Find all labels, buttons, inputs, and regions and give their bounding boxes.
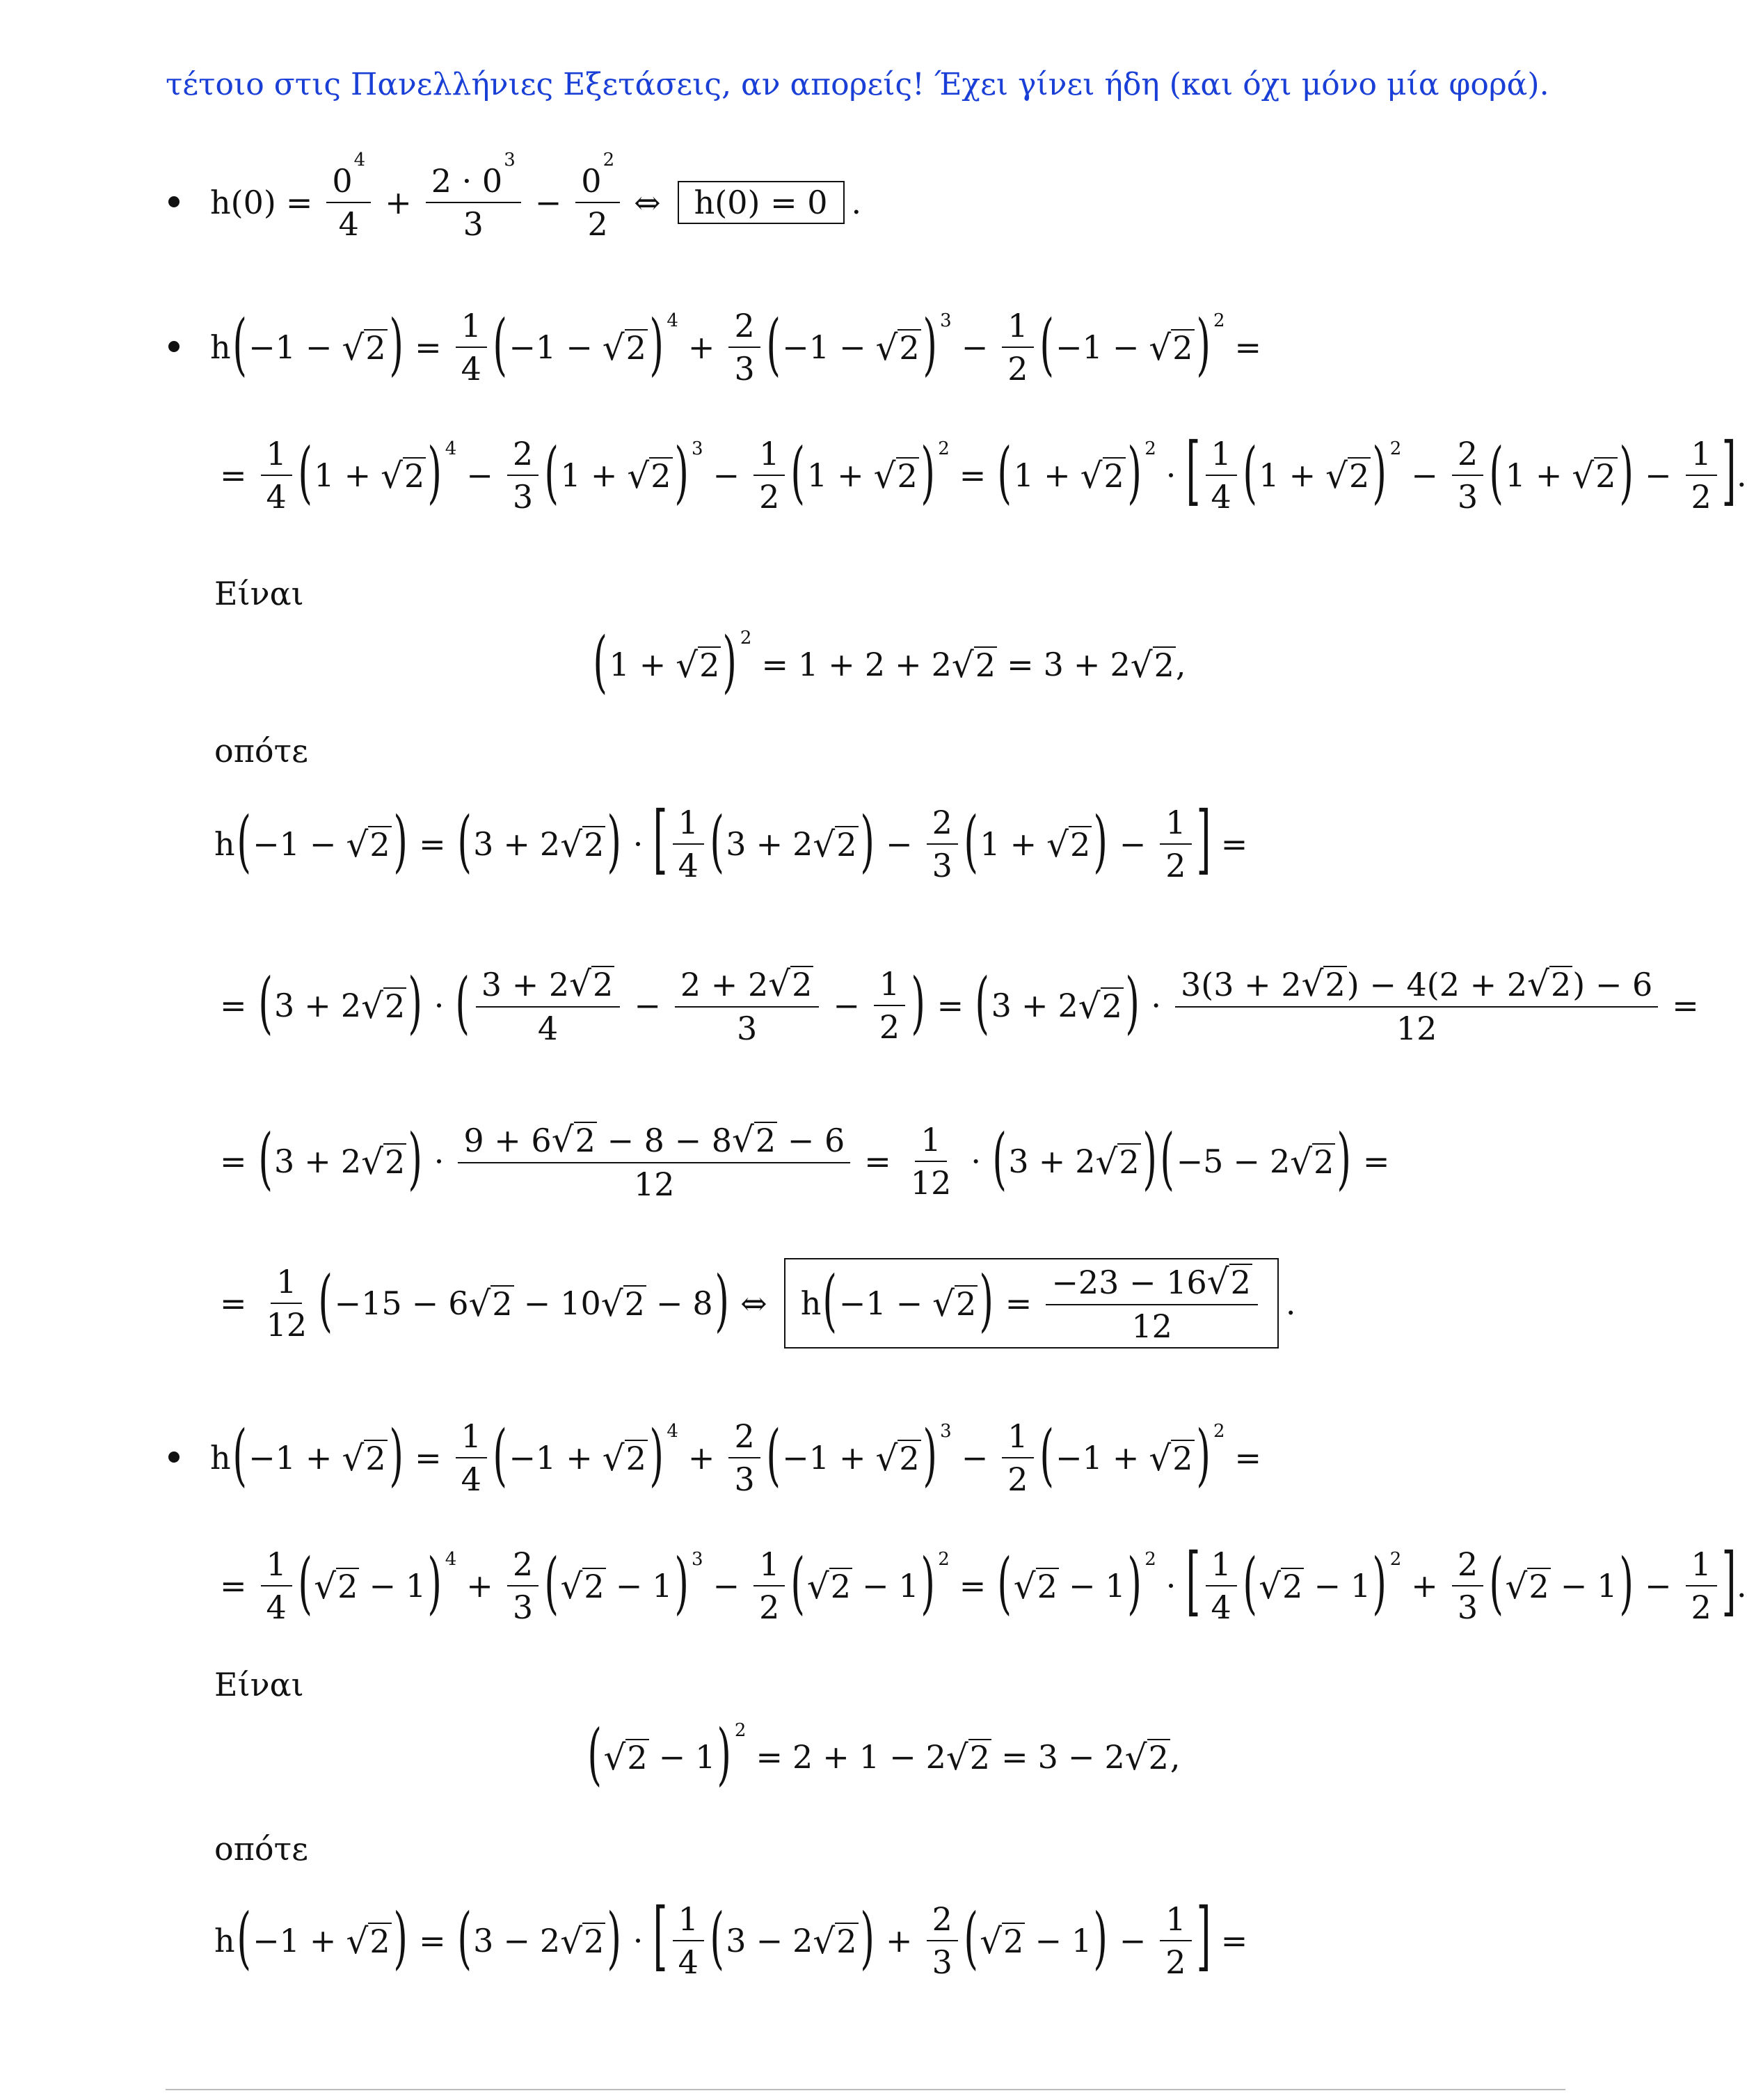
- equation-line3: h ( − 1 − √ 2 ) = ( 3 + 2 √ 2 ) · [ $\frac{1}{4}$ ( 3 + 2 √ 2 ) − $\frac{2}{3}$ ( 1 + √ 2 ) − $\frac{1}{2}$ ] =: [214, 796, 1248, 884]
- intro-text: τέτοιο στις Πανελλήνιες Εξετάσεις, αν απορείς! Έχει γίνει ήδη (και όχι μόνο μία φορά).: [166, 67, 1549, 102]
- equation-h-minus1-plus-sqrt2-line1: h ( − 1 + √ 2 ) = $\frac{1}{4}$ ( − 1 + √ 2 ) 4 + $\frac{2}{3}$ ( − 1 + √ 2 ) 3 − $\frac{1}{2}$ ( − 1 + √ 2 ) 2 =: [210, 1416, 1262, 1498]
- word-einai-2: Είναι: [214, 1666, 304, 1703]
- equation-h-minus1-minus-sqrt2-line1: h ( − 1 − √ 2 ) = $\frac{1}{4}$ ( − 1 − √ 2 ) 4 + $\frac{2}{3}$ ( − 1 − √ 2 ) 3 − $\frac{1}{2}$ ( − 1 − √ 2 ) 2 =: [210, 305, 1262, 388]
- fraction: $\frac{0^4}{4}$: [326, 164, 371, 241]
- bullet-3: [168, 1451, 180, 1463]
- bullet-1: [168, 196, 180, 207]
- fraction: $\frac{0^2}{2}$: [575, 164, 620, 241]
- page-bottom-rule: [166, 2089, 1565, 2090]
- word-opote: οπότε: [214, 732, 308, 770]
- equation-square-2: ( √ 2 − 1 ) 2 = 2 + 1 − 2 √ 2 = 3 − 2 √ 2 ,: [587, 1715, 1181, 1793]
- func-name: h: [210, 184, 231, 221]
- boxed-result-h-minus1-minus-sqrt2: h ( − 1 − √ 2 ) = −23 − 16 √ 2 12: [784, 1258, 1279, 1349]
- equation-line10: h ( − 1 + √ 2 ) = ( 3 − 2 √ 2 ) · [ $\frac{1}{4}$ ( 3 − 2 √ 2 ) + $\frac{2}{3}$ ( √ 2 − 1 ) − $\frac{1}{2}$ ] =: [214, 1893, 1248, 1981]
- equation-line6: = $\frac{1}{12}$ ( − 15 − 6 √ 2 − 10 √ 2 − 8 ) ⇔ h ( − 1 − √ 2 ) = −23 − 16 √ 2 12 .: [210, 1265, 1296, 1342]
- bullet-2: [168, 341, 180, 352]
- equation-line2: = $\frac{1}{4}$ ( 1 + √ 2 ) 4 − $\frac{2}{3}$ ( 1 + √ 2 ) 3 − $\frac{1}{2}$ ( 1 + √ 2 ) 2 = ( 1 + √ 2 ) 2 · [ $\frac{1}{4}$ ( 1 + √ 2 ) 2 − $\frac{2}{3}$ ( 1 + √ 2 ) − $\frac{1}{2}$ ] .: [220, 427, 1747, 516]
- equation-line8: = $\frac{1}{4}$ ( √ 2 − 1 ) 4 + $\frac{2}{3}$ ( √ 2 − 1 ) 3 − $\frac{1}{2}$ ( √ 2 − 1 ) 2 = ( √ 2 − 1 ) 2 · [ $\frac{1}{4}$ ( √ 2 − 1 ) 2 + $\frac{2}{3}$ ( √ 2 − 1 ) − $\frac{1}{2}$ ] .: [220, 1538, 1747, 1626]
- equation-square-1: ( 1 + √ 2 ) 2 = 1 + 2 + 2 √ 2 = 3 + 2 √ 2 ,: [593, 623, 1186, 701]
- equation-line4: = ( 3 + 2 √ 2 ) · ( 3 + 2 √ 2 4 − 2 + 2 √ 2 3 − $\frac{1}{2}$ ) = ( 3 + 2 √ 2 ) · 3(3 + 2 √ 2 ) − 4(2 + 2 √ 2 ) − 6 12 =: [220, 963, 1699, 1048]
- boxed-result-h0: h(0) = 0: [678, 181, 845, 224]
- equation-line5: = ( 3 + 2 √ 2 ) · 9 + 6 √ 2 − 8 − 8 √ 2 − 6 12 = $\frac{1}{12}$ · ( 3 + 2 √ 2 ) ( − 5 − 2 √ 2 ) =: [220, 1119, 1390, 1204]
- word-opote-2: οπότε: [214, 1830, 308, 1868]
- fraction: $\frac{2 \cdot 0^3}{3}$: [426, 164, 521, 241]
- equation-h0: h ( 0 ) = $\frac{0^4}{4}$ + $\frac{2 \cdot 0^3}{3}$ − $\frac{0^2}{2}$ ⇔ h(0) = 0 .: [210, 149, 862, 243]
- word-einai: Είναι: [214, 575, 304, 612]
